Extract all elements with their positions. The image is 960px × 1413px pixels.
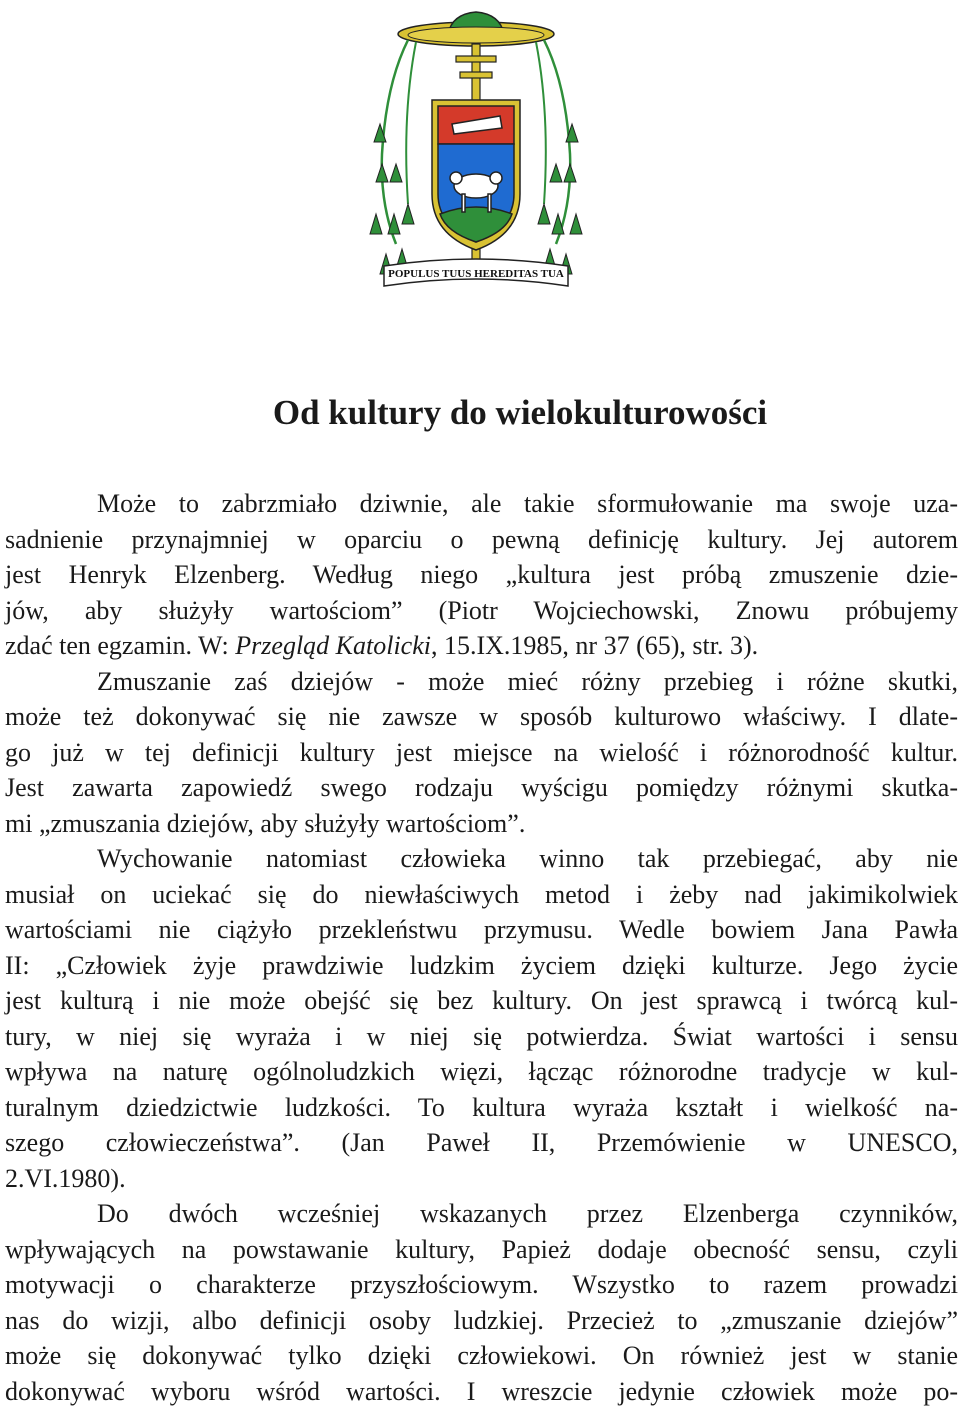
text-line: jest kulturą i nie może obejść się bez kultury. On jest sprawcą i twórcą kul- [5, 986, 958, 1015]
text-line: tury, w niej się wyraża i w niej się potwierdza. Świat wartości i sensu [5, 1021, 958, 1051]
text-line: musiał on uciekać się do niewłaściwych metod i żeby nad jakimikolwiek [5, 879, 958, 909]
text-line: Jest zawarta zapowiedź swego rodzaju wyścigu pomiędzy różnymi skutka- [5, 773, 958, 802]
text-line: jów, aby służyły wartościom” (Piotr Wojciechowski, Znowu próbujemy [5, 595, 958, 625]
text-line: Do dwóch wcześniej wskazanych przez Elzenberga czynników, [97, 1199, 958, 1228]
text-line: 2.VI.1980). [5, 1163, 126, 1193]
text-line: jest Henryk Elzenberg. Według niego „kultura jest próbą zmuszenie dzie- [5, 560, 958, 589]
text-line: turalnym dziedzictwie ludzkości. To kultura wyraża kształt i wielkość na- [5, 1092, 958, 1122]
text-line: nas do wizji, albo definicji osoby ludzkiej. Przecież to „zmuszanie dziejów” [5, 1305, 958, 1335]
text-line: Może to zabrzmiało dziwnie, ale takie sformułowanie ma swoje uza- [97, 489, 958, 518]
galero-hat-icon [398, 12, 554, 46]
text-line [5, 628, 958, 664]
text-fragment: , 15.IX.1985, nr 37 (65), str. 3). [430, 631, 759, 660]
text-line: mi „zmuszania dziejów, aby służyły wartościom”. [5, 808, 526, 838]
text-line: może też dokonywać się nie zawsze w sposób kulturowo właściwy. I dlate- [5, 702, 958, 731]
motto-scroll [384, 259, 568, 286]
coat-of-arms [356, 4, 596, 292]
text-line: II: „Człowiek żyje prawdziwie ludzkim życiem dzięki kulturze. Jego życie [5, 950, 958, 980]
text-line: wpływających na powstawanie kultury, Papież dodaje obecność sensu, czyli [5, 1234, 958, 1264]
page-title: Od kultury do wielokulturowości [272, 393, 768, 432]
motto-text: POPULUS TUUS HEREDITAS TUA [388, 268, 564, 280]
text-line: wpływa na naturę ogólnoludzkich więzi, łącząc różnorodne tradycje w kul- [5, 1057, 958, 1086]
text-line: może się dokonywać tylko dzięki człowiekowi. On również jest w stanie [5, 1341, 958, 1370]
text-line: wartościami nie ciążyło przekleństwu przymusu. Wedle bowiem Jana Pawła [5, 915, 958, 944]
text-line: sadnienie przynajmniej w oparciu o pewną definicję kultury. Jej autorem [5, 524, 958, 554]
text-line: Zmuszanie zaś dziejów - może mieć różny przebieg i różne skutki, [97, 666, 958, 696]
text-line: Wychowanie natomiast człowieka winno tak przebiegać, aby nie [97, 844, 958, 873]
journal-title: Przegląd Katolicki [235, 631, 431, 660]
text-line: dokonywać wyboru wśród wartości. I wreszcie jedynie człowiek może po- [5, 1376, 958, 1406]
shield-icon [432, 100, 520, 250]
text-fragment: zdać ten egzamin. W: [5, 631, 236, 660]
text-line: go już w tej definicji kultury jest miejsce na wielość i różnorodność kultur. [5, 737, 958, 767]
body-text [5, 486, 958, 1409]
text-line: motywacji o charakterze przyszłościowym. Wszystko to razem prowadzi [5, 1270, 958, 1299]
text-line: szego człowieczeństwa”. (Jan Paweł II, Przemówienie w UNESCO, [5, 1128, 958, 1157]
